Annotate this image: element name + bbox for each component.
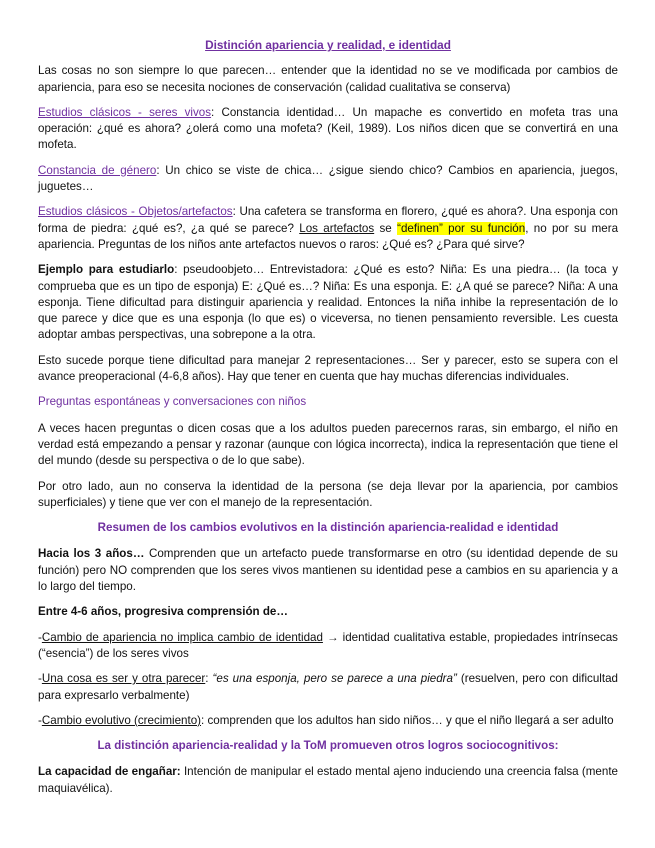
artifacts-label: Estudios clásicos - Objetos/artefactos [38,205,233,219]
list-item-be-seem-colon: : [205,672,213,686]
artifacts-paragraph [38,204,618,253]
three-years-bold: Hacia los 3 años… [38,547,145,561]
list-item-be-seem [38,671,618,704]
artifacts-highlight: “definen” por su función [397,221,526,235]
list-item-appearance [38,630,618,663]
three-years-paragraph [38,546,618,595]
artifacts-underlined: Los artefactos [299,221,375,235]
list-item-be-seem-quote: “es una esponja, pero se parece a una piedra” [212,672,457,686]
page-title: Distinción apariencia y realidad, e identidad [205,38,451,52]
intro-paragraph: Las cosas no son siempre lo que parecen… entender que la identidad no se ve modificada por cambios de apariencia, para eso se necesita nociones de conservación (calidad cualitativa se conserva) [38,64,618,94]
representations-paragraph: Esto sucede porque tiene dificultad para manejar 2 representaciones… Ser y parecer, esto se supera con el avance preoperacional (4-6,8 años). Hay que tener en cuenta que hay muchas diferencias individuales. [38,353,618,384]
living-beings-paragraph [38,105,618,154]
example-text: : pseudoobjeto… Entrevistadora: ¿Qué es esto? Niña: Es una piedra… (la toca y comprueba que es un tipo de esponja) E: ¿Qué es…? Niña: Es una esponja. E: ¿A qué se parece? Niña: A una esponja. Tiene dificultad para distinguir apariencia y realidad. Entonces la niña inhibe la representación de lo que parece y dice que es una esponja (lo que es) o viceversa, no tienen pensamiento reversible. Les cuesta adoptar ambas perspectivas, una sobrepone a la otra. [38,263,619,342]
tom-heading: La distinción apariencia-realidad y la ToM promueven otros logros sociocognitivos: [97,739,559,753]
artifacts-text-b: se [374,221,398,235]
list-item-growth-text: : comprenden que los adultos han sido niños… y que el niño llegará a ser adulto [201,713,614,727]
example-bold: Ejemplo para estudiarlo [38,263,175,277]
example-paragraph [38,262,618,343]
gender-paragraph [38,163,618,196]
artifacts-text-c: , no por su mera apariencia. Preguntas de los niños ante artefactos nuevos o raros: ¿Qué es? ¿Para qué sirve? [38,221,619,251]
questions-paragraph: A veces hacen preguntas o dicen cosas que a los adultos pueden parecernos raras, sin embargo, el niño en verdad está empezando a pensar y razonar (aunque con lógica incorrecta), indica la representación que tiene el del mundo (desde su perspectiva o de lo que sabe). [38,421,618,468]
list-dash: - [38,630,42,644]
three-years-text: Comprenden que un artefacto puede transformarse en otro (su identidad depende de su función) pero NO comprenden que los seres vivos mantienen su identidad pese a cambios en su apariencia y a lo largo del tiempo. [38,547,619,594]
list-dash: - [38,713,42,727]
living-beings-text: : Constancia identidad… Un mapache es convertido en mofeta tras una operación: ¿qué es ahora? ¿olerá como una mofeta? (Keil, 1989). Los niños dicen que se convertirá en una mofeta. [38,105,618,152]
list-item-be-seem-text: (resuelven, pero con dificultad para expresarlo verbalmente) [38,672,618,702]
deceive-bold: La capacidad de engañar: [38,765,181,779]
list-item-growth [38,713,618,729]
deceive-text: Intención de manipular el estado mental ajeno induciendo una creencia falsa (mente maquiavélica). [38,765,618,795]
deceive-paragraph [38,764,618,797]
list-item-growth-title: Cambio evolutivo (crecimiento) [41,713,202,727]
list-item-appearance-text: identidad cualitativa estable, propiedades intrínsecas (“esencia”) de los seres vivos [38,630,618,660]
gender-text: : Un chico se viste de chica… ¿sigue siendo chico? Cambios en apariencia, juegos, juguetes… [38,163,618,194]
summary-heading: Resumen de los cambios evolutivos en la distinción apariencia-realidad e identidad [97,521,559,535]
arrow-right-icon: → [327,630,339,644]
identity-paragraph: Por otro lado, aun no conserva la identidad de la persona (se deja llevar por la apariencia, por cambios superficiales) y tiene que ver con el manejo de la representación. [38,479,618,509]
list-item-appearance-title: Cambio de apariencia no implica cambio de identidad [41,630,323,644]
four-six-years-heading: Entre 4-6 años, progresiva comprensión de… [38,605,288,619]
list-dash: - [38,672,42,686]
living-beings-label: Estudios clásicos - seres vivos [38,105,212,119]
gender-label: Constancia de género [38,163,157,177]
questions-heading: Preguntas espontáneas y conversaciones con niños [38,395,307,409]
list-item-be-seem-title: Una cosa es ser y otra parecer [41,672,206,686]
artifacts-text-a: : Una cafetera se transforma en florero, ¿qué es ahora?. Una esponja con forma de piedra: ¿qué es?, ¿a qué se parece? [38,205,619,235]
